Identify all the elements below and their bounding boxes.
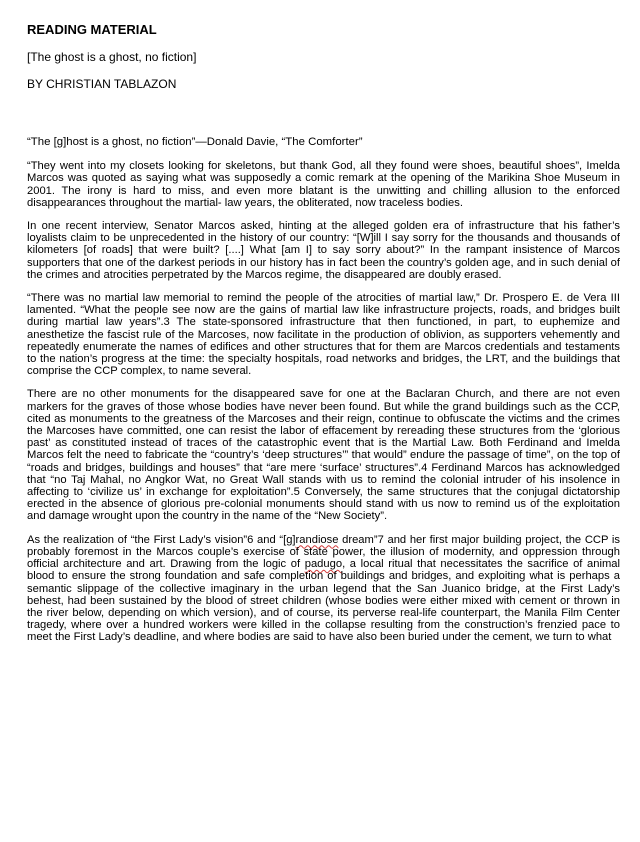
paragraph: “They went into my closets looking for skeletons, but thank God, all they found were shoes, beautiful shoes”, Imelda Marcos was quoted as saying what was supposedly a comic remark at the opening of the Marikina Shoe Museum in 2001. The irony is hard to miss, and even more blatant is the unwitting and chilling allusion to the enforced disappearances throughout the martial- law years, the obliterated, now traceless bodies. — [27, 160, 620, 209]
document-byline: BY CHRISTIAN TABLAZON — [27, 77, 177, 91]
document-subtitle: [The ghost is a ghost, no fiction] — [27, 50, 197, 64]
paragraph: In one recent interview, Senator Marcos asked, hinting at the alleged golden era of infrastructure that his father’s loyalists claim to be unprecedented in the history of our country: “[W]ill I say sorry for the thousands and thousands of kilometers [of roads] that were built? [....] What [am I] to say sorry about?” In the rampant insistence of Marcos supporters that one of the darkest periods in our history has in fact been the country’s golden age, and in such denial of the crimes and atrocities perpetrated by the Marcos regime, the disappeared are doubly erased. — [27, 220, 620, 281]
paragraph: “There was no martial law memorial to remind the people of the atrocities of martial law,” Dr. Prospero E. de Vera III lamented. “What the people see now are the gains of martial law like infrastructure projects, roads, and bridges built during martial law years”.3 The state-sponsored infrastructure that then functioned, in part, to euphemize and anesthetize the fascist rule of the Marcoses, now facilitate in the production of oblivion, as supporters vehemently and repeatedly enumerate the names of edifices and other structures that for them are Marcos credentials and testaments to the nation’s progress at the time: the specialty hospitals, road networks and bridges, the LRT, and the buildings that comprise the CCP complex, to name several. — [27, 292, 620, 378]
paragraph — [27, 534, 620, 644]
spellcheck-word[interactable]: randiose — [295, 533, 339, 546]
document-heading: READING MATERIAL — [27, 22, 157, 37]
paragraph-text: dream”7 and her first major building project, the CCP is probably foremost in the Marcos couple’s exercise of state power, the illusion of modernity, and oppression through official architecture and art. Drawing from the logic of — [27, 533, 621, 571]
epigraph: “The [g]host is a ghost, no fiction”—Donald Davie, “The Comforter” — [27, 136, 363, 148]
paragraph-text: , a local ritual that necessitates the sacrifice of animal blood to ensure the strong foundation and safe completion of buildings and bridges, and exploiting what is perhaps a semantic slippage of the collective imaginary in the urban legend that the San Juanico bridge, at the First Lady’s behest, had been sustained by the blood of street children (whose bodies were either mixed with cement or thrown in the river below, depending on which version), and of course, its perverse real-life counterpart, the Manila Film Center tragedy, where over a hundred workers were killed in the collapse resulting from the construction’s frenzied pace to meet the First Lady’s deadline, and where bodies are said to have also been buried under the cement, we turn to what — [27, 558, 620, 644]
paragraph-text: As the realization of “the First Lady’s vision”6 and “[g] — [27, 533, 296, 546]
document-page — [27, 22, 620, 655]
spellcheck-word[interactable]: padugo — [304, 558, 343, 571]
paragraph: There are no other monuments for the disappeared save for one at the Baclaran Church, and there are not even markers for the graves of those whose bodies have never been found. But while the grand buildings such as the CCP, cited as monuments to the greatness of the Marcoses and their reign, continue to obfuscate the victims and the crimes the Marcoses have committed, one can resist the labor of effacement by rereading these structures from the ‘glorious past’ as constituted instead of traces of the catastrophic event that is the Martial Law. Both Ferdinand and Imelda Marcos felt the need to fabricate the “country’s ‘deep structures’” that would” endure the passage of time”, on the top of “roads and bridges, buildings and houses” that “are mere ‘surface’ structures”.4 Ferdinand Marcos has acknowledged that “no Taj Mahal, no Angkor Wat, no Great Wall stands with us to remind the colonial intruder of his insolence in affecting to ‘civilize us’ in exchange for exploitation”.5 Conversely, the same structures that the conjugal dictatorship erected in the absence of glorious pre-colonial monuments should stand with us now to remind us of the exploitation and damage wrought upon the country in the name of the “New Society”. — [27, 388, 620, 523]
